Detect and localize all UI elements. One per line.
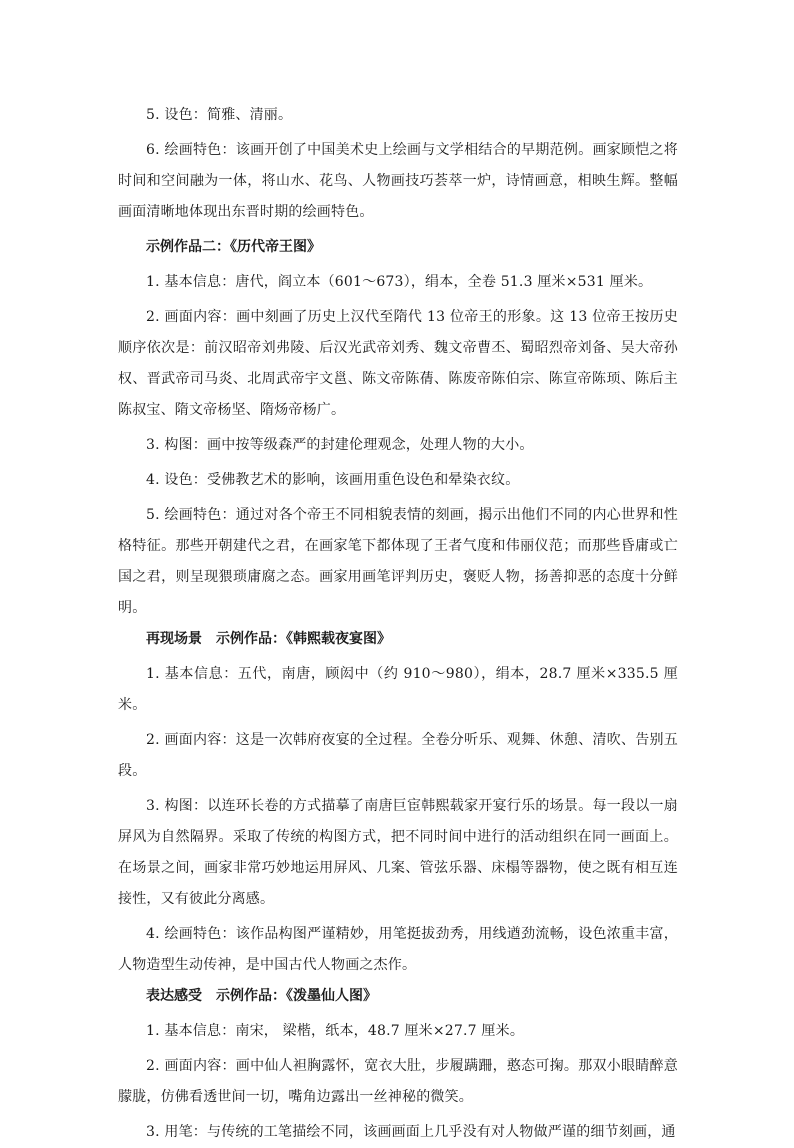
paragraph-info-2: 1. 基本信息：唐代，阎立本（601～673），绢本，全卷 51.3 厘米×531 厘米。 [146,274,653,290]
section-heading-lidai: 示例作品二：《历代帝王图》 [146,239,321,255]
document-body [118,100,678,1148]
paragraph-composition-2: 3. 构图：画中按等级森严的封建伦理观念，处理人物的大小。 [146,437,534,453]
paragraph-setcolor-2: 4. 设色：受佛教艺术的影响，该画用重色设色和晕染衣纹。 [146,472,520,488]
paragraph-info-4: 1. 基本信息：南宋， 梁楷，纸本，48.7 厘米×27.7 厘米。 [146,1023,525,1039]
paragraph-composition-3: 3. 构图：以连环长卷的方式描摹了南唐巨宦韩熙载家开宴行乐的场景。每一段以一扇屏风为自然隔界。采取了传统的构图方式，把不同时间中进行的活动组织在同一画面上。在场景之间，画家非常巧妙地运用屏风、几案、管弦乐器、床榻等器物，使之既有相互连接性，又有彼此分离感。 [118,798,678,907]
section-heading-hanxizai: 再现场景 示例作品：《韩熙载夜宴图》 [146,631,391,647]
paragraph-brush-4: 3. 用笔：与传统的工笔描绘不同，该画画面上几乎没有对人物做严谨的细节刻画，通 [146,1124,676,1140]
paragraph-content-3: 2. 画面内容：这是一次韩府夜宴的全过程。全卷分听乐、观舞、休憩、清吹、告别五段。 [118,732,678,779]
paragraph-content-4: 2. 画面内容：画中仙人袒胸露怀，宽衣大肚，步履蹒跚，憨态可掬。那双小眼睛醉意朦胧，仿佛看透世间一切，嘴角边露出一丝神秘的微笑。 [118,1058,678,1105]
paragraph-info-3: 1. 基本信息：五代，南唐，顾闳中（约 910～980），绢本，28.7 厘米×335.5 厘米。 [118,666,678,713]
paragraph-content-2: 2. 画面内容：画中刻画了历史上汉代至隋代 13 位帝王的形象。这 13 位帝王按历史顺序依次是：前汉昭帝刘弗陵、后汉光武帝刘秀、魏文帝曹丕、蜀昭烈帝刘备、吴大帝孙权、晋武帝司马炎、北周武帝宇文邕、陈文帝陈蒨、陈废帝陈伯宗、陈宣帝陈顼、陈后主陈叔宝、隋文帝杨坚、隋炀帝杨广。 [118,309,678,418]
paragraph-setcolor-1: 5. 设色：简雅、清丽。 [146,107,293,123]
section-heading-pomo: 表达感受 示例作品：《泼墨仙人图》 [146,988,377,1004]
paragraph-feature-3: 4. 绘画特色：该作品构图严谨精妙，用笔挺拔劲秀，用线遒劲流畅，设色浓重丰富，人物造型生动传神，是中国古代人物画之杰作。 [118,926,678,973]
paragraph-feature-2: 5. 绘画特色：通过对各个帝王不同相貌表情的刻画，揭示出他们不同的内心世界和性格特征。那些开朝建代之君，在画家笔下都体现了王者气度和伟丽仪范；而那些昏庸或亡国之君，则呈现猥琐庸腐之态。画家用画笔评判历史，褒贬人物，扬善抑恶的态度十分鲜明。 [118,507,678,616]
paragraph-feature-1: 6. 绘画特色：该画开创了中国美术史上绘画与文学相结合的早期范例。画家顾恺之将时间和空间融为一体，将山水、花鸟、人物画技巧荟萃一炉，诗情画意，相映生辉。整幅画面清晰地体现出东晋时期的绘画特色。 [118,142,678,220]
